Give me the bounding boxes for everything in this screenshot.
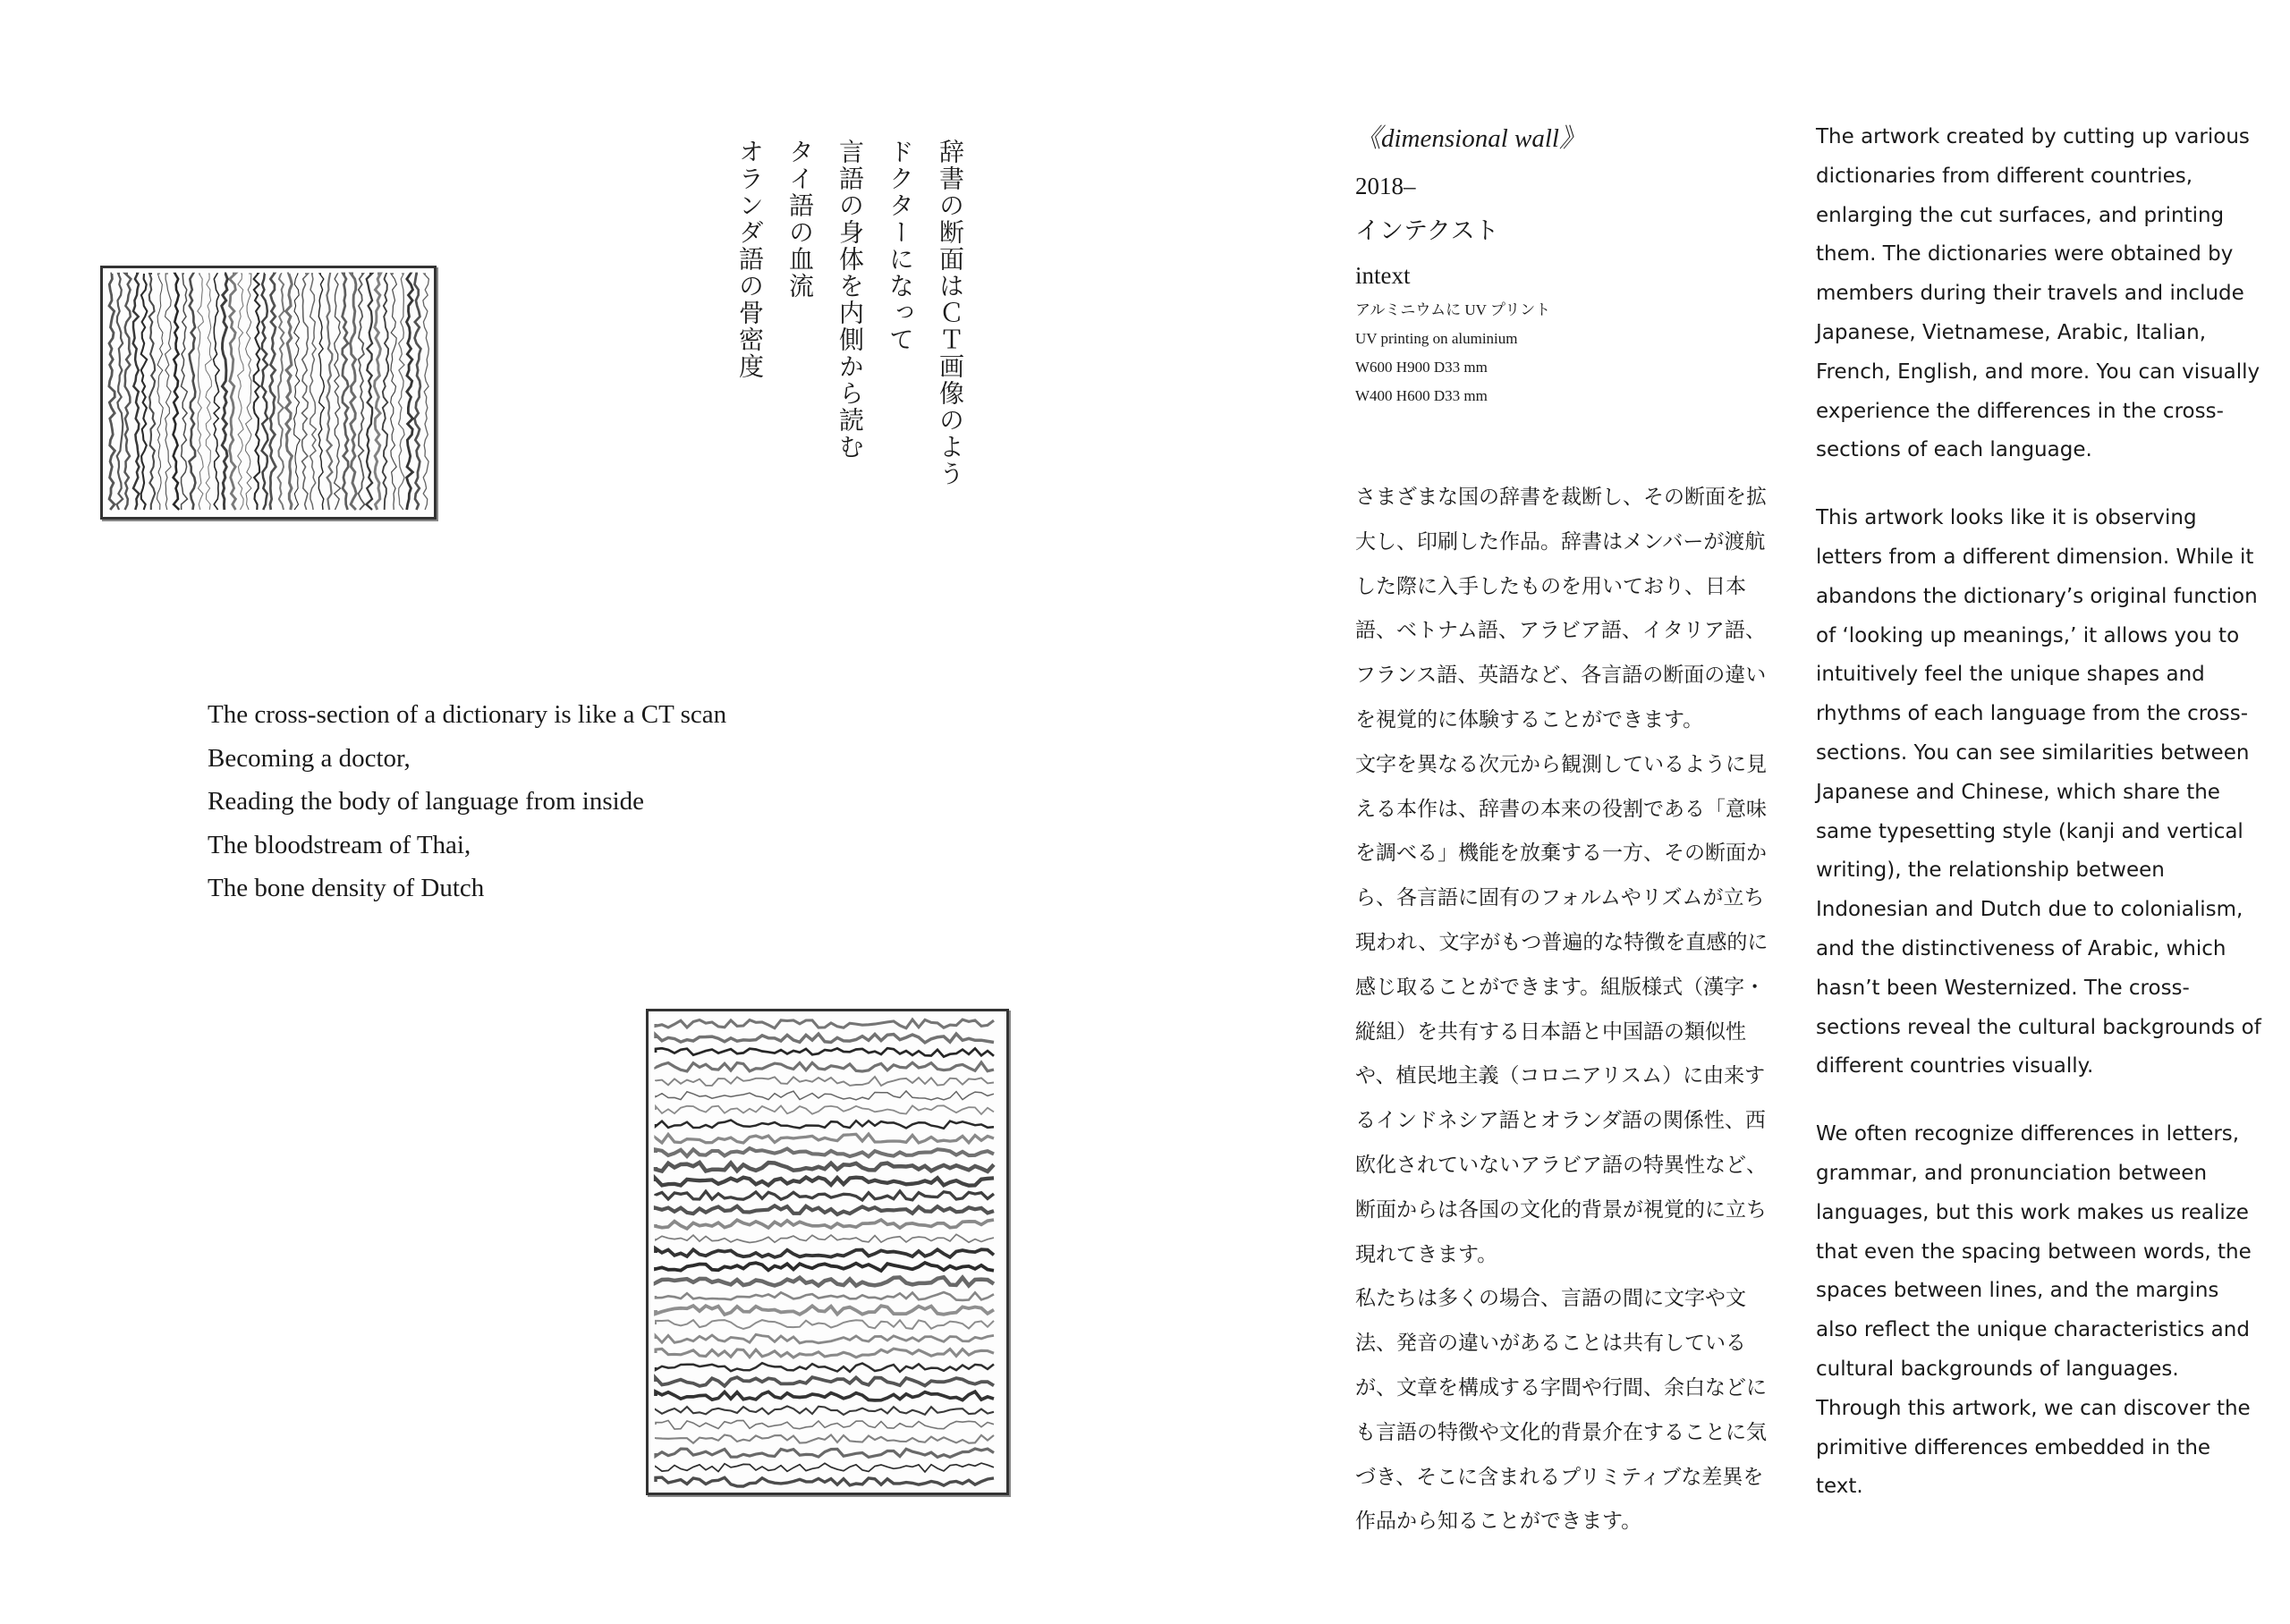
japanese-paragraph: 私たちは多くの場合、言語の間に文字や文法、発音の違いがあることは共有しているが、文章を構成する字間や行間、余白などにも言語の特徴や文化的背景介在することに気づき、そこに含まれるプリミティブな差異を作品から知ることができます。 — [1355, 1287, 1767, 1534]
vertical-poem-line: オランダ語の骨密度 — [735, 139, 765, 380]
artist-name-ja: インテクスト — [1355, 217, 1499, 244]
medium-ja: アルミニウムに UV プリント — [1355, 301, 1551, 318]
japanese-paragraph: さまざまな国の辞書を裁断し、その断面を拡大し、印刷した作品。辞書はメンバーが渡航した際に入手したものを用いており、日本語、ベトナム語、アラビア語、イタリア語、フランス語、英語など、各言語の断面の違いを視覚的に体験することができます。 — [1355, 486, 1767, 732]
vertical-japanese-poem — [725, 139, 975, 532]
japanese-paragraph: 文字を異なる次元から観測しているように見える本作は、辞書の本来の役割である「意味を調べる」機能を放棄する一方、その断面から、各言語に固有のフォルムやリズムが立ち現われ、文字がもつ普遍的な特徴を直感的に感じ取ることができます。組版様式（漢字・縦組）を共有する日本語と中国語の類似性や、植民地主義（コロニアリスム）に由来するインドネシア語とオランダ語の関係性、西欧化されていないアラビア語の特異性など、断面からは各国の文化的背景が視覚的に立ち現れてきます。 — [1355, 752, 1768, 1266]
english-poem-line: Reading the body of language from inside — [208, 787, 645, 816]
vertical-poem-line: タイ語の血流 — [785, 139, 815, 300]
english-poem-line: Becoming a doctor, — [208, 743, 411, 773]
dictionary-cross-section-icon — [103, 268, 434, 517]
work-info — [1355, 121, 1776, 410]
work-title: 《dimensional wall》 — [1355, 124, 1585, 153]
vertical-poem-line: ドクターになって — [886, 139, 915, 353]
vertical-poem-line: 言語の身体を内側から読む — [835, 139, 865, 461]
english-paragraph: We often recognize differences in letters, grammar, and pronunciation between languages, but this work makes us realize that even the spacing between words, the spaces between lines, and the margins also reflect the unique characteristics and cultural backgrounds of languages. Through this artwork, we can discover the primitive differences embedded in the text. — [1816, 1122, 2252, 1499]
dictionary-cross-section-icon — [649, 1011, 1006, 1493]
japanese-description — [1355, 476, 1776, 1544]
english-paragraph: This artwork looks like it is observing letters from a different dimension. While it abandons the dictionary’s original function of ‘looking up meanings,’ it allows you to intuitively feel the unique shapes and rhythms of each language from the cross-sections. You can see similarities between Japanese and Chinese, which share the same typesetting style (kanji and vertical writing), the relationship between Indonesian and Dutch due to colonialism, and the distinctiveness of Arabic, which hasn’t been Westernized. The cross-sections reveal the cultural backgrounds of different countries visually. — [1816, 506, 2261, 1078]
medium-en: UV printing on aluminium — [1355, 330, 1518, 347]
dimensions-1: W600 H900 D33 mm — [1355, 359, 1488, 376]
work-year: 2018– — [1355, 173, 1416, 199]
artist-name-en: intext — [1355, 262, 1411, 289]
english-paragraph: The artwork created by cutting up various dictionaries from different countries, enlarging the cut surfaces, and printing them. The dictionaries were obtained by members during their travels and include Japanese, Vietnamese, Arabic, Italian, French, English, and more. You can visually experience the differences in the cross-sections of each language. — [1816, 125, 2260, 462]
artwork-image-landscape — [100, 266, 437, 520]
english-poem — [208, 693, 834, 910]
vertical-poem-line: 辞書の断面はＣＴ画像のよう — [936, 139, 965, 487]
artwork-image-portrait — [646, 1009, 1009, 1495]
english-poem-line: The cross-section of a dictionary is like a CT scan — [208, 700, 727, 729]
english-description — [1816, 118, 2263, 1535]
english-poem-line: The bloodstream of Thai, — [208, 830, 471, 859]
dimensions-2: W400 H600 D33 mm — [1355, 387, 1488, 404]
english-poem-line: The bone density of Dutch — [208, 874, 485, 902]
